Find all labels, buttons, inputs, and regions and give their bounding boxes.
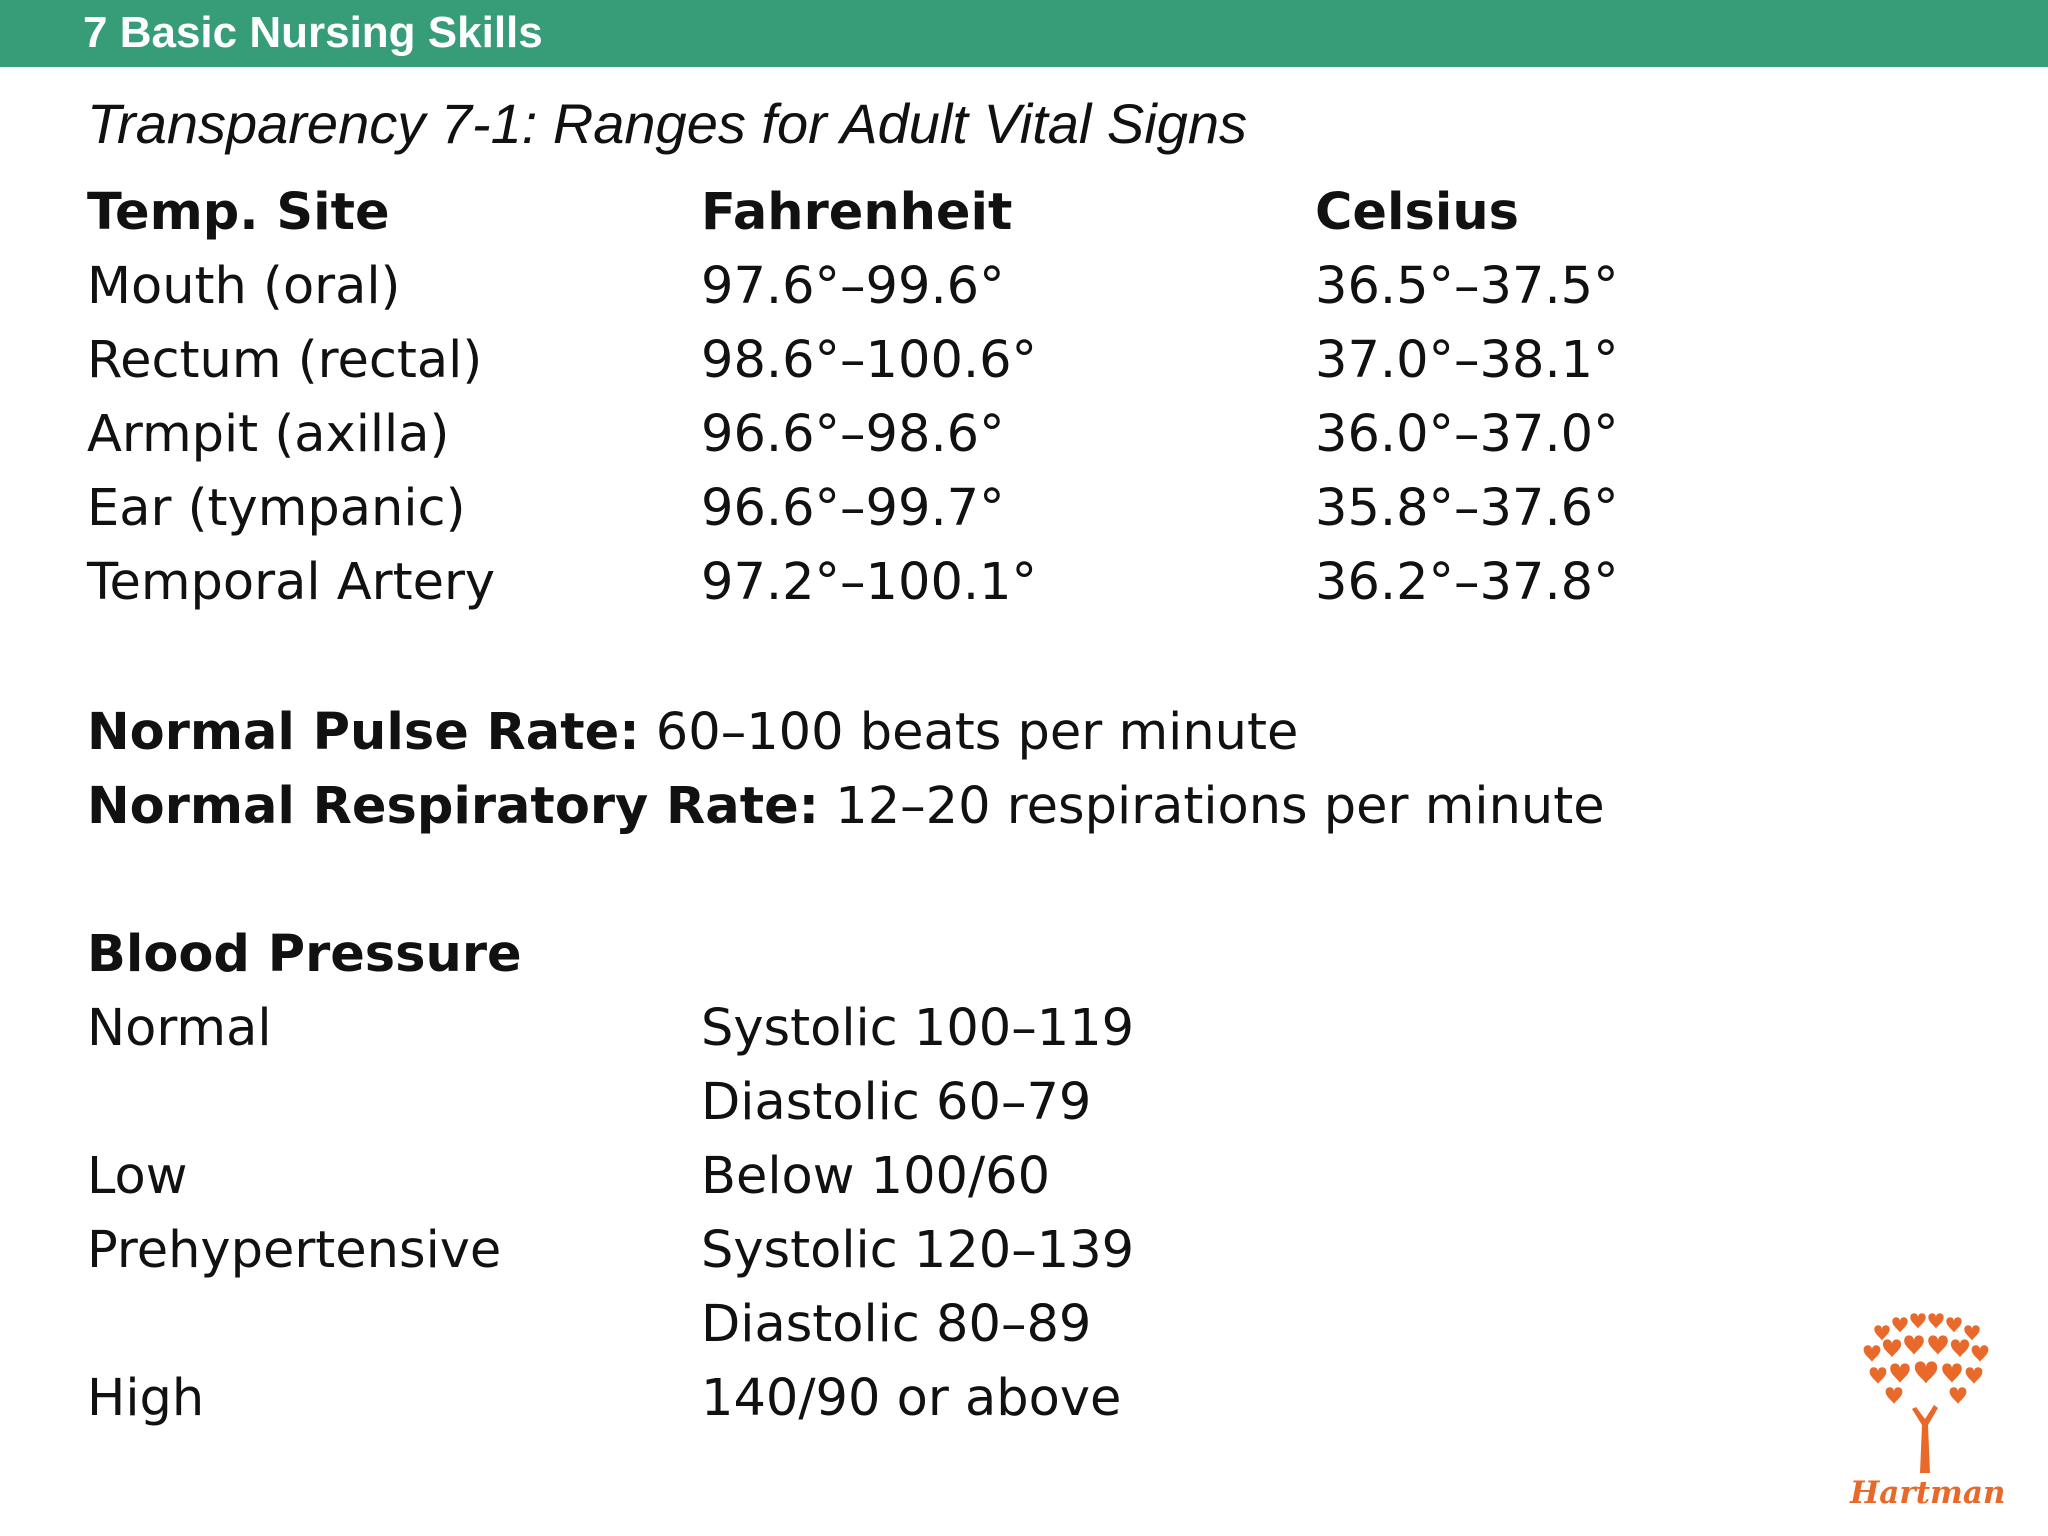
temp-site-cell: Rectum (rectal) [87,331,483,390]
table-row [0,472,1900,546]
bp-category-cell: Normal [87,999,272,1058]
bp-category-cell: Low [87,1147,188,1206]
tree-of-hearts-icon [1850,1305,2000,1473]
temp-site-cell: Temporal Artery [87,553,496,612]
temp-site-cell: Armpit (axilla) [87,405,450,464]
column-header-fahrenheit: Fahrenheit [701,183,1013,242]
blood-pressure-heading: Blood Pressure [87,925,522,984]
pulse-rate-value: 60–100 beats per minute [639,703,1299,762]
blood-pressure-heading-row [0,918,1900,992]
bp-range-cell: Systolic 100–119 [701,999,1135,1058]
respiratory-rate-label: Normal Respiratory Rate: [87,777,820,836]
celsius-cell: 35.8°–37.6° [1315,479,1619,538]
pulse-rate-line [87,696,1298,770]
column-header-temp-site: Temp. Site [87,183,390,242]
bp-category-cell: Prehypertensive [87,1221,502,1280]
table-row [0,992,1900,1066]
table-row [0,1362,1900,1436]
hartman-logo-text: Hartman [1850,1475,2006,1511]
celsius-cell: 36.2°–37.8° [1315,553,1619,612]
temp-site-cell: Mouth (oral) [87,257,401,316]
fahrenheit-cell: 97.2°–100.1° [701,553,1038,612]
fahrenheit-cell: 98.6°–100.6° [701,331,1038,390]
temperature-table-header [0,176,1900,250]
bp-range-cell: Diastolic 60–79 [701,1073,1092,1132]
celsius-cell: 37.0°–38.1° [1315,331,1619,390]
column-header-celsius: Celsius [1315,183,1519,242]
table-row [0,1066,1900,1140]
table-row [0,1140,1900,1214]
table-row [0,250,1900,324]
fahrenheit-cell: 96.6°–99.7° [701,479,1005,538]
table-row [0,398,1900,472]
celsius-cell: 36.5°–37.5° [1315,257,1619,316]
respiratory-rate-value: 12–20 respirations per minute [819,777,1605,836]
bp-category-cell: High [87,1369,205,1428]
header-bar [0,0,2048,67]
bp-range-cell: Systolic 120–139 [701,1221,1135,1280]
fahrenheit-cell: 96.6°–98.6° [701,405,1005,464]
bp-range-cell: 140/90 or above [701,1369,1122,1428]
table-row [0,1214,1900,1288]
table-row [0,1288,1900,1362]
slide-subtitle: Transparency 7-1: Ranges for Adult Vital Signs [87,92,1248,155]
bp-range-cell: Diastolic 80–89 [701,1295,1092,1354]
bp-range-cell: Below 100/60 [701,1147,1051,1206]
respiratory-rate-line [87,770,1605,844]
hartman-logo [1850,1305,2006,1515]
pulse-rate-label: Normal Pulse Rate: [87,703,640,762]
fahrenheit-cell: 97.6°–99.6° [701,257,1005,316]
header-title: 7 Basic Nursing Skills [83,8,543,57]
table-row [0,324,1900,398]
celsius-cell: 36.0°–37.0° [1315,405,1619,464]
temp-site-cell: Ear (tympanic) [87,479,466,538]
table-row [0,546,1900,620]
